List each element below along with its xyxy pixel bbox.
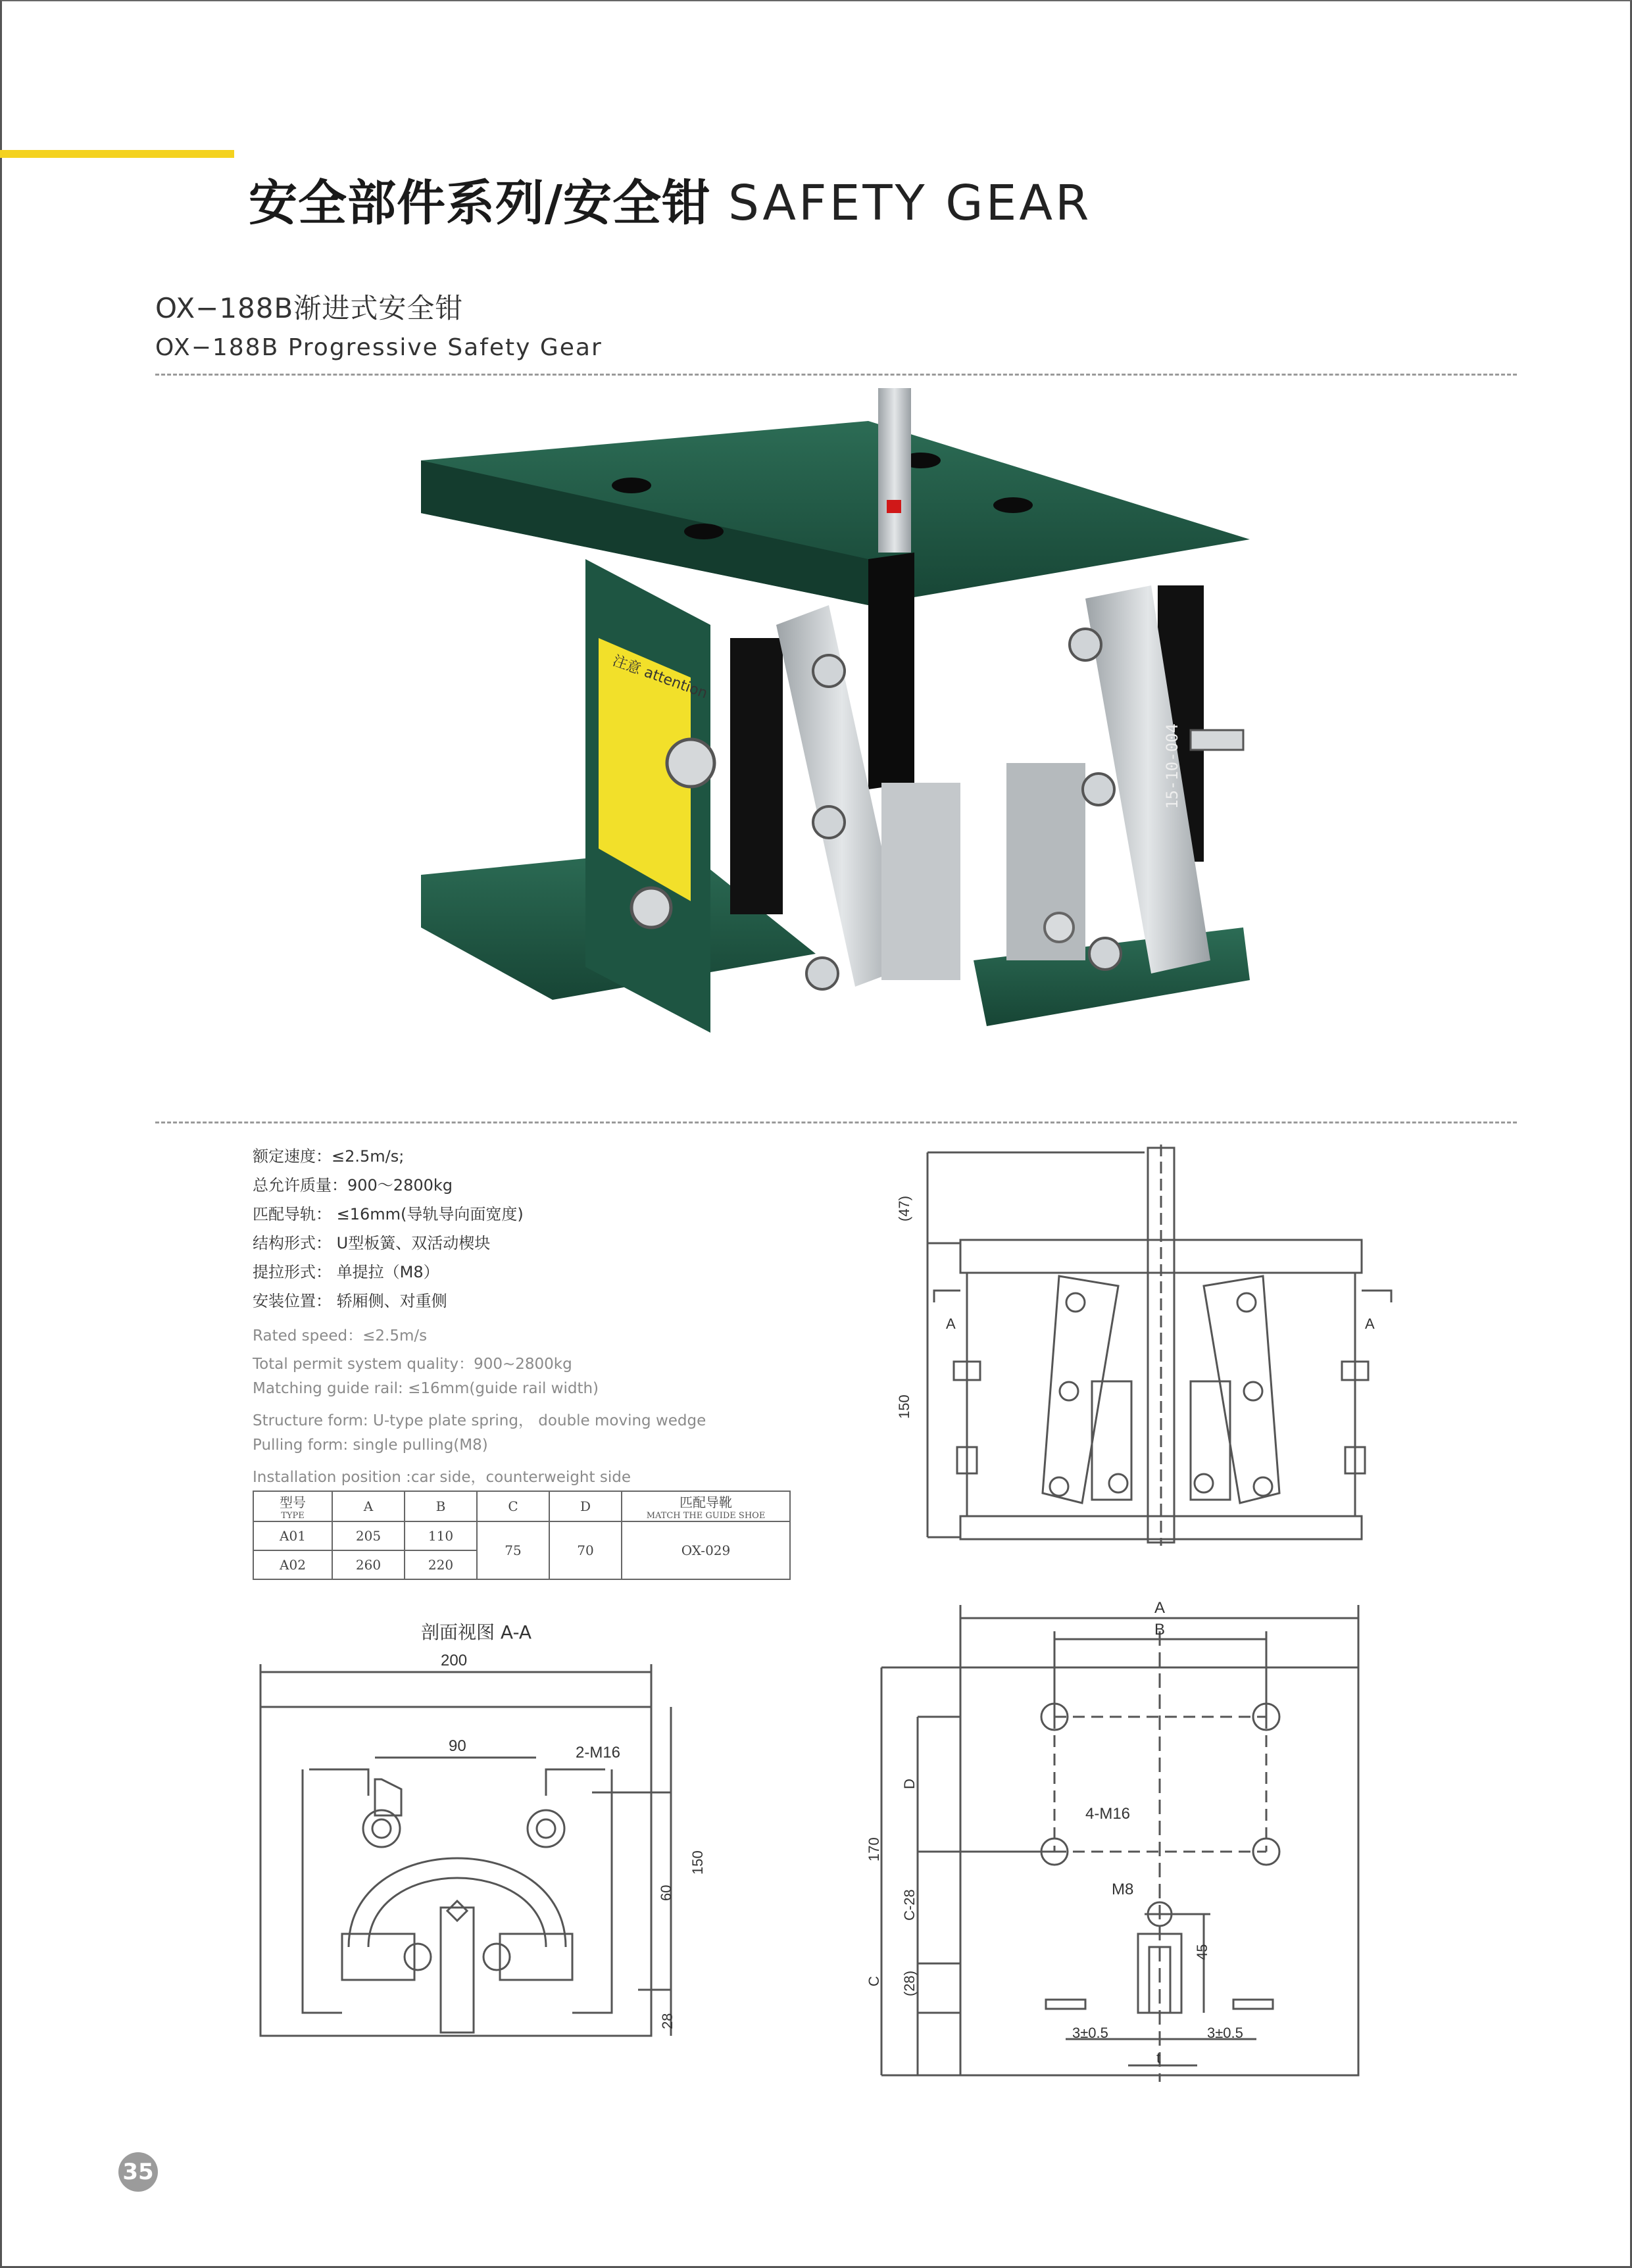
- spec-cn-structure: 结构形式： U型板簧、双活动楔块: [253, 1234, 491, 1252]
- spec-en-speed: Rated speed：≤2.5m/s: [253, 1327, 428, 1344]
- dim-c-28: C-28: [901, 1889, 918, 1921]
- spec-cn-speed: 额定速度：≤2.5m/s;: [253, 1147, 405, 1166]
- label-m8: M8: [1112, 1881, 1134, 1898]
- header-match: 匹配导靴 MATCH THE GUIDE SHOE: [622, 1491, 790, 1521]
- spec-en-pulling: Pulling form: single pulling(M8): [253, 1437, 488, 1454]
- dim-90: 90: [449, 1737, 466, 1755]
- dim-150: 150: [896, 1394, 912, 1419]
- dim-d: D: [901, 1779, 918, 1789]
- attention-label: 注意 attention: [610, 653, 710, 703]
- section-view-drawing: [243, 1644, 737, 2052]
- section-view-label: 剖面视图 A-A: [421, 1621, 532, 1643]
- table-row: [253, 1521, 790, 1550]
- accent-bar: [0, 150, 234, 158]
- product-name-cn: OX−188B渐进式安全钳: [155, 292, 464, 324]
- rod-marking: 15-10-004: [1163, 723, 1181, 809]
- title-en: SAFETY GEAR: [728, 175, 1092, 232]
- bolt-2-m16: 2-M16: [576, 1744, 621, 1762]
- dim-a: A: [1154, 1599, 1166, 1617]
- product-name-en: OX−188B Progressive Safety Gear: [155, 334, 603, 361]
- type-table: [253, 1491, 791, 1580]
- cell-type: A02: [253, 1550, 332, 1579]
- cell-b: 110: [405, 1521, 477, 1550]
- plan-view-drawing: [868, 1592, 1408, 2085]
- cell-a: 260: [332, 1550, 405, 1579]
- dim-t: t: [1156, 2050, 1161, 2066]
- header-b: B: [405, 1491, 477, 1521]
- front-view-drawing: [895, 1145, 1408, 1552]
- header-a: A: [332, 1491, 405, 1521]
- table-header-row: [253, 1491, 790, 1521]
- dim-47: (47): [896, 1195, 912, 1221]
- spec-en-mass: Total permit system quality：900~2800kg: [253, 1356, 572, 1373]
- spec-cn-pulling: 提拉形式： 单提拉（M8）: [253, 1263, 439, 1281]
- cell-d: 70: [549, 1521, 622, 1579]
- dim-b: B: [1154, 1621, 1166, 1639]
- cell-match: OX-029: [622, 1521, 790, 1579]
- spec-cn-install: 安装位置： 轿厢侧、对重侧: [253, 1292, 447, 1310]
- page-number: 35: [118, 2152, 158, 2192]
- dim-c: C: [866, 1976, 882, 1986]
- title-cn: 安全部件系列/安全钳: [249, 175, 712, 232]
- cell-a: 205: [332, 1521, 405, 1550]
- header-d: D: [549, 1491, 622, 1521]
- tolerance-right: 3±0.5: [1207, 2025, 1243, 2041]
- spec-en-install: Installation position :car side，counterweight side: [253, 1469, 631, 1486]
- header-c: C: [477, 1491, 549, 1521]
- spec-cn-rail: 匹配导轨： ≤16mm(导轨导向面宽度): [253, 1205, 524, 1223]
- spec-en-rail: Matching guide rail: ≤16mm(guide rail width): [253, 1380, 599, 1397]
- spec-cn-mass: 总允许质量：900～2800kg: [253, 1176, 453, 1195]
- holes-4-m16: 4-M16: [1085, 1805, 1131, 1823]
- cell-type: A01: [253, 1521, 332, 1550]
- dim-150-side: 150: [689, 1850, 706, 1875]
- section-mark-right: A: [1365, 1316, 1375, 1332]
- tolerance-left: 3±0.5: [1072, 2025, 1108, 2041]
- dim-28: 28: [659, 2013, 676, 2029]
- product-photo: [408, 388, 1263, 1098]
- dim-28-plan: (28): [901, 1970, 918, 1996]
- page-title: [249, 164, 1091, 234]
- cell-c: 75: [477, 1521, 549, 1579]
- header-type: 型号 TYPE: [253, 1491, 332, 1521]
- dim-60: 60: [658, 1885, 674, 1901]
- section-mark-left: A: [946, 1316, 956, 1332]
- dim-170: 170: [866, 1837, 882, 1861]
- dim-200: 200: [441, 1652, 468, 1669]
- divider-mid: [155, 1122, 1517, 1123]
- spec-en-structure: Structure form: U-type plate spring， double moving wedge: [253, 1412, 706, 1429]
- dim-45: 45: [1194, 1944, 1210, 1960]
- divider-top: [155, 374, 1517, 376]
- cell-b: 220: [405, 1550, 477, 1579]
